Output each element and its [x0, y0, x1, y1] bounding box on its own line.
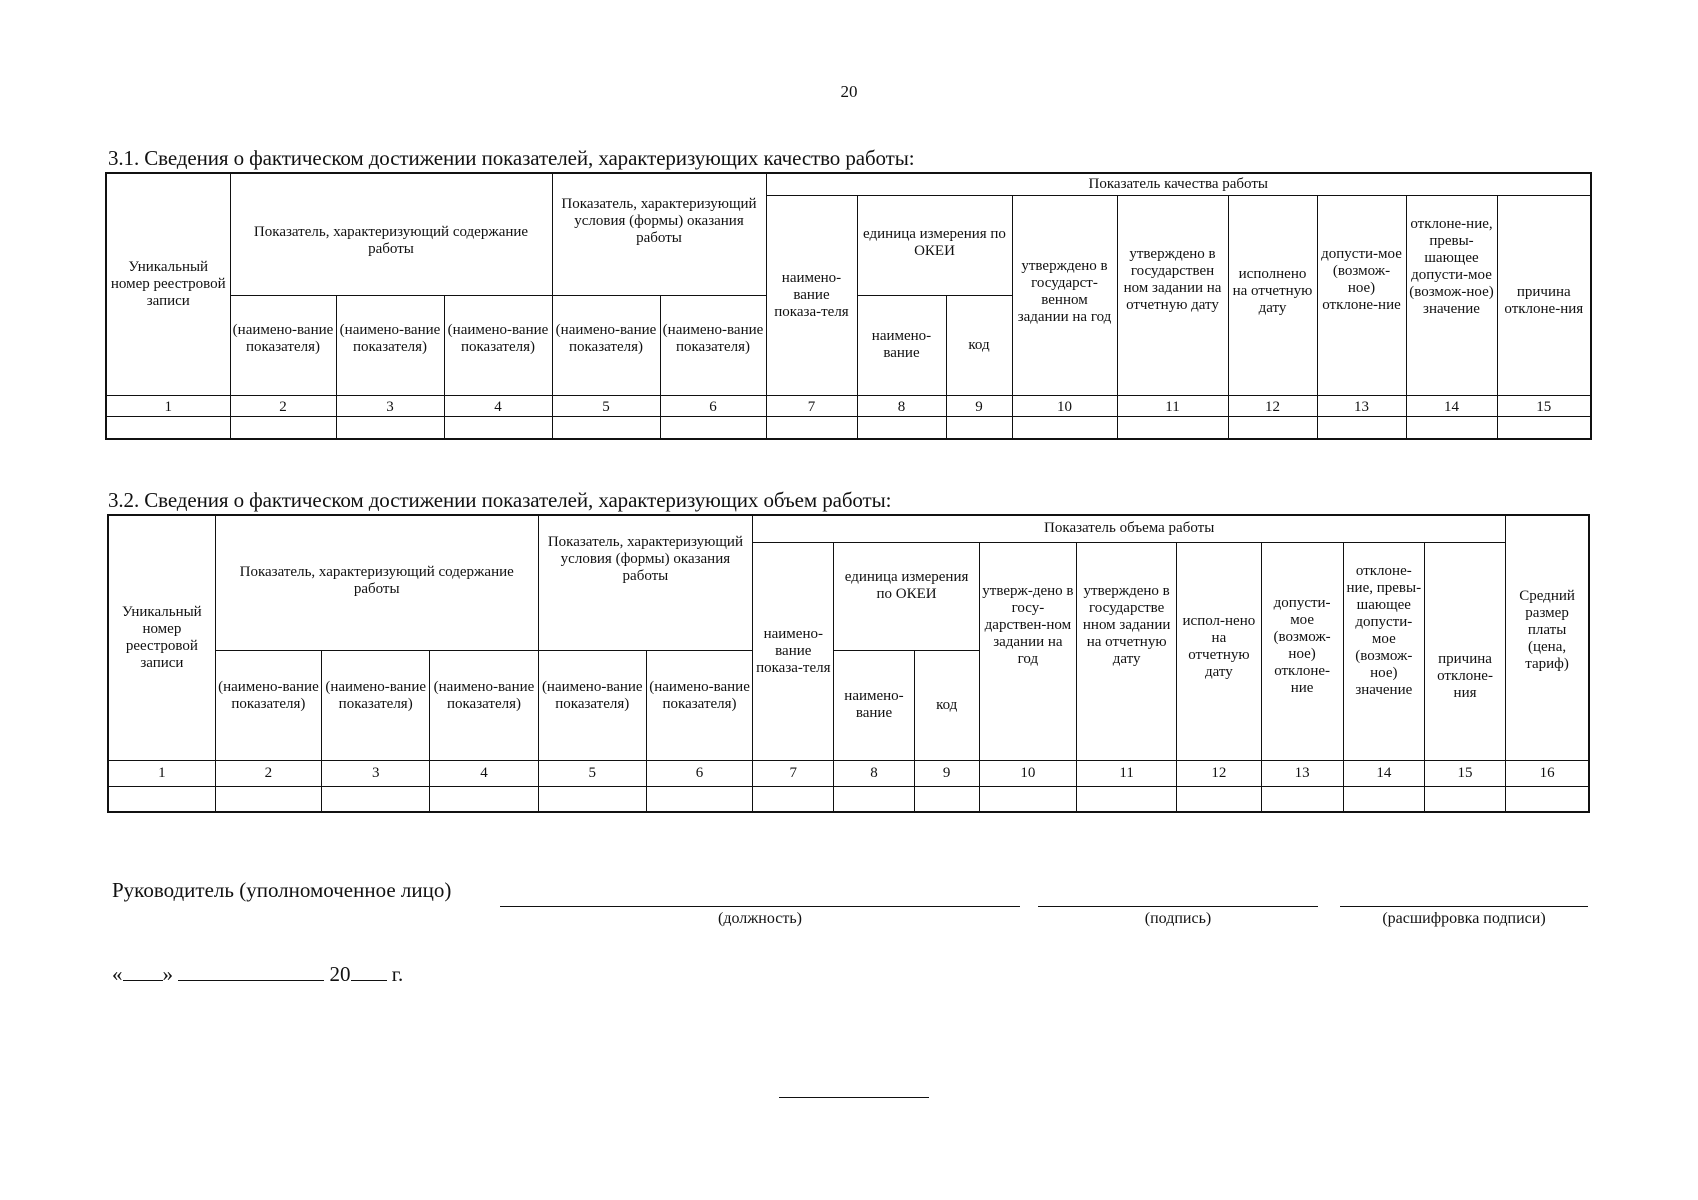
empty-cell[interactable] — [766, 416, 857, 439]
empty-cell[interactable] — [1012, 416, 1117, 439]
header-content-indicator: Показатель, характеризующий содержание работы — [215, 515, 538, 650]
column-number: 11 — [1117, 395, 1228, 416]
column-number: 8 — [834, 760, 914, 786]
column-number: 13 — [1261, 760, 1343, 786]
header-unit-okei: единица измерения по ОКЕИ — [834, 542, 979, 650]
header-unique-number: Уникальный номер реестровой записи — [106, 173, 230, 395]
year-prefix: 20 — [329, 962, 351, 986]
column-number: 7 — [766, 395, 857, 416]
header-content-name-2: (наимено-вание показателя) — [336, 295, 444, 395]
column-number: 6 — [646, 760, 752, 786]
year-suffix: г. — [391, 962, 404, 986]
empty-cell[interactable] — [1497, 416, 1591, 439]
column-number: 2 — [215, 760, 321, 786]
empty-cell[interactable] — [1317, 416, 1406, 439]
header-deviation-reason: причина отклоне-ния — [1424, 542, 1505, 760]
date-line — [112, 962, 403, 987]
header-content-name-3: (наимено-вание показателя) — [430, 650, 538, 760]
column-number: 5 — [552, 395, 660, 416]
header-unit-name: наимено-вание — [857, 295, 946, 395]
header-approved-date: утверждено в государствен ном задании на отчетную дату — [1117, 195, 1228, 395]
header-content-name-3: (наимено-вание показателя) — [444, 295, 552, 395]
column-number: 9 — [914, 760, 979, 786]
empty-cell[interactable] — [660, 416, 766, 439]
header-approved-year: утверж-дено в госу-дарствен-ном задании на год — [979, 542, 1076, 760]
header-exceeding-deviation: отклоне-ние, превы-шающее допусти-мое (возмож-ное) значение — [1343, 542, 1424, 760]
header-conditions-indicator: Показатель, характеризующий условия (формы) оказания работы — [538, 515, 753, 650]
column-number: 15 — [1497, 395, 1591, 416]
header-unit-code: код — [946, 295, 1012, 395]
header-conditions-name-1: (наимено-вание показателя) — [552, 295, 660, 395]
column-number: 2 — [230, 395, 336, 416]
column-number: 16 — [1506, 760, 1589, 786]
header-done: испол-нено на отчетную дату — [1177, 542, 1261, 760]
empty-cell[interactable] — [1177, 786, 1261, 812]
empty-cell[interactable] — [106, 416, 230, 439]
column-number: 15 — [1424, 760, 1505, 786]
empty-cell[interactable] — [336, 416, 444, 439]
header-indicator-name: наимено-вание показа-теля — [753, 542, 834, 760]
header-volume-indicator: Показатель объема работы — [753, 515, 1506, 542]
header-allowed-deviation: допусти-мое (возмож-ное) отклоне-ние — [1261, 542, 1343, 760]
empty-cell[interactable] — [1506, 786, 1589, 812]
header-conditions-name-1: (наимено-вание показателя) — [538, 650, 646, 760]
header-approved-year: утверждено в государст-венном задании на год — [1012, 195, 1117, 395]
end-rule — [779, 1097, 929, 1098]
volume-table — [107, 514, 1590, 813]
open-quote: « — [112, 962, 123, 986]
empty-cell[interactable] — [1261, 786, 1343, 812]
empty-cell[interactable] — [1117, 416, 1228, 439]
empty-cell[interactable] — [108, 786, 215, 812]
empty-cell[interactable] — [538, 786, 646, 812]
position-caption: (должность) — [718, 910, 802, 927]
header-conditions-indicator: Показатель, характеризующий условия (формы) оказания работы — [552, 173, 766, 295]
year-blank[interactable] — [351, 962, 387, 981]
empty-cell[interactable] — [834, 786, 914, 812]
close-quote: » — [162, 962, 173, 986]
header-conditions-name-2: (наимено-вание показателя) — [660, 295, 766, 395]
header-conditions-name-2: (наимено-вание показателя) — [646, 650, 752, 760]
empty-cell[interactable] — [430, 786, 538, 812]
column-number: 6 — [660, 395, 766, 416]
decoding-caption: (расшифровка подписи) — [1382, 910, 1546, 927]
column-number: 3 — [336, 395, 444, 416]
empty-cell[interactable] — [322, 786, 430, 812]
header-indicator-name: наимено-вание показа-теля — [766, 195, 857, 395]
header-content-name-1: (наимено-вание показателя) — [230, 295, 336, 395]
column-number: 4 — [430, 760, 538, 786]
column-number: 1 — [106, 395, 230, 416]
column-number: 8 — [857, 395, 946, 416]
signature-line[interactable] — [1038, 906, 1318, 907]
column-number: 11 — [1077, 760, 1177, 786]
table-row — [108, 786, 1589, 812]
empty-cell[interactable] — [857, 416, 946, 439]
signature-caption: (подпись) — [1144, 910, 1212, 927]
empty-cell[interactable] — [444, 416, 552, 439]
header-unit-name: наимено-вание — [834, 650, 914, 760]
empty-cell[interactable] — [946, 416, 1012, 439]
header-average-price: Средний размер платы (цена, тариф) — [1506, 515, 1589, 760]
month-blank[interactable] — [178, 962, 324, 981]
column-number: 3 — [322, 760, 430, 786]
header-allowed-deviation: допусти-мое (возмож-ное) отклоне-ние — [1317, 195, 1406, 395]
column-number: 10 — [979, 760, 1076, 786]
column-number: 12 — [1177, 760, 1261, 786]
signatory-label: Руководитель (уполномоченное лицо) — [112, 878, 452, 902]
column-number: 1 — [108, 760, 215, 786]
header-exceeding-deviation: отклоне-ние, превы-шающее допусти-мое (возмож-ное) значение — [1406, 195, 1497, 395]
page-number: 20 — [840, 82, 858, 101]
empty-cell[interactable] — [1406, 416, 1497, 439]
header-done: исполнено на отчетную дату — [1228, 195, 1317, 395]
empty-cell[interactable] — [1077, 786, 1177, 812]
header-quality-indicator: Показатель качества работы — [766, 173, 1591, 195]
header-content-indicator: Показатель, характеризующий содержание работы — [230, 173, 552, 295]
empty-cell[interactable] — [979, 786, 1076, 812]
section1-title: 3.1. Сведения о фактическом достижении показателей, характеризующих качество работы: — [108, 146, 915, 170]
column-number: 7 — [753, 760, 834, 786]
column-number: 14 — [1343, 760, 1424, 786]
empty-cell[interactable] — [914, 786, 979, 812]
header-content-name-1: (наимено-вание показателя) — [215, 650, 321, 760]
column-number: 12 — [1228, 395, 1317, 416]
section2-title: 3.2. Сведения о фактическом достижении показателей, характеризующих объем работы: — [108, 488, 892, 512]
header-unit-okei: единица измерения по ОКЕИ — [857, 195, 1012, 295]
day-blank[interactable] — [123, 962, 163, 981]
column-number: 14 — [1406, 395, 1497, 416]
header-unit-code: код — [914, 650, 979, 760]
empty-cell[interactable] — [753, 786, 834, 812]
quality-table — [105, 172, 1592, 440]
empty-cell[interactable] — [552, 416, 660, 439]
header-deviation-reason: причина отклоне-ния — [1497, 195, 1591, 395]
empty-cell[interactable] — [1424, 786, 1505, 812]
column-number: 10 — [1012, 395, 1117, 416]
empty-cell[interactable] — [646, 786, 752, 812]
empty-cell[interactable] — [230, 416, 336, 439]
column-number: 9 — [946, 395, 1012, 416]
empty-cell[interactable] — [1343, 786, 1424, 812]
empty-cell[interactable] — [1228, 416, 1317, 439]
header-approved-date: утверждено в государстве нном задании на отчетную дату — [1077, 542, 1177, 760]
header-unique-number: Уникальный номер реестровой записи — [108, 515, 215, 760]
column-number: 4 — [444, 395, 552, 416]
column-number: 13 — [1317, 395, 1406, 416]
decoding-line[interactable] — [1340, 906, 1588, 907]
empty-cell[interactable] — [215, 786, 321, 812]
position-line[interactable] — [500, 906, 1020, 907]
table-row — [106, 416, 1591, 439]
column-number: 5 — [538, 760, 646, 786]
header-content-name-2: (наимено-вание показателя) — [322, 650, 430, 760]
